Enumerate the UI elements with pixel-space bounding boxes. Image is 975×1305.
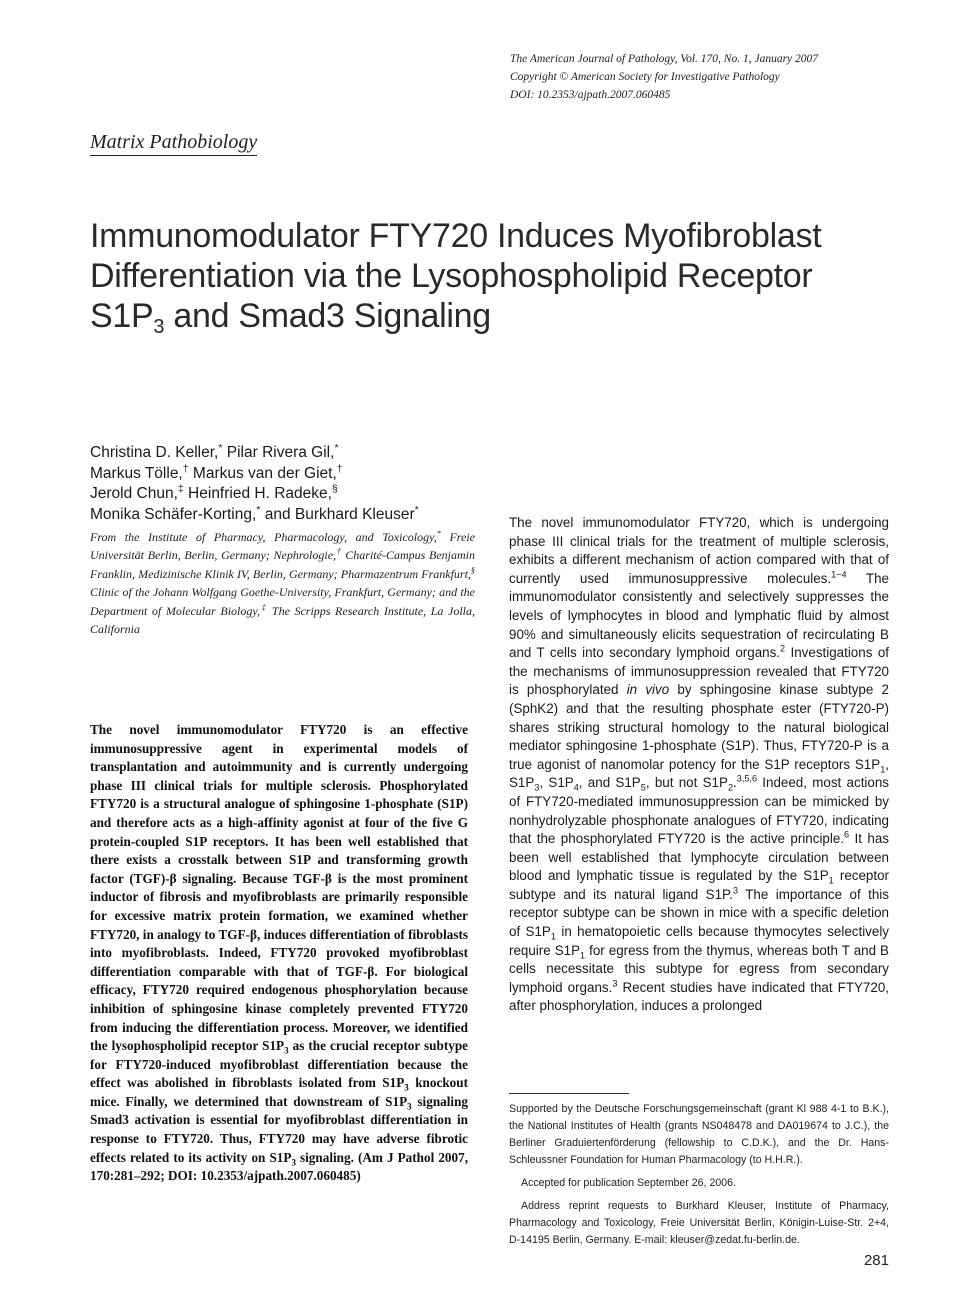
funding-note: Supported by the Deutsche Forschungsgemeinschaft (grant Kl 988 4-1 to B.K.), the National Institutes of Health (grants NS048478 and DA019674 to J.C.), the Berliner Graduiertenförderung (fellowship to C.D.K.), and the Dr. Hans-Schleussner Foundation for Human Pharmacology (to H.H.R.). [509, 1103, 889, 1166]
journal-copyright: Copyright © American Society for Investigative Pathology [510, 71, 780, 83]
author-name: Christina D. Keller, [90, 444, 219, 461]
author-list: Christina D. Keller,* Pilar Rivera Gil,* Markus Tölle,† Markus van der Giet,† Jerold Chun,‡ Heinfried H. Radeke,§ Monika Schäfer-Korting,* and Burkhard Kleuser* [90, 441, 419, 523]
author-name: Pilar Rivera Gil, [222, 444, 335, 461]
title-line-3b: and Smad3 Signaling [164, 297, 491, 335]
correspondence-note: Address reprint requests to Burkhard Kleuser, Institute of Pharmacy, Pharmacology and Toxicology, Freie Universität Berlin, Königin-Luise-Str. 2+4, D-14195 Berlin, Germany. E-mail: kleuser@zedat.fu-berlin.de. [509, 1200, 889, 1246]
journal-header [510, 50, 930, 104]
abstract-citation: (Am J Pathol 2007, 170:281–292; DOI: 10.2353/ajpath.2007.060485) [90, 1149, 468, 1184]
section-label: Matrix Pathobiology [90, 131, 257, 156]
title-line-2: Differentiation via the Lysophospholipid Receptor [90, 257, 813, 295]
footnote-divider [509, 1093, 629, 1094]
author-name: Markus Tölle, [90, 464, 183, 482]
journal-doi: DOI: 10.2353/ajpath.2007.060485 [510, 89, 671, 101]
journal-citation: The American Journal of Pathology, Vol. 170, No. 1, January 2007 [510, 53, 819, 65]
author-name: Markus van der Giet, [188, 464, 337, 482]
page-number: 281 [863, 1252, 889, 1269]
affiliations: From the Institute of Pharmacy, Pharmacology, and Toxicology,* Freie Universität Berlin, Berlin, Germany; Nephrologie,† Charité-Campus Benjamin Franklin, Medizinische Klinik IV, Berlin, Germany; Pharmazentrum Frankfurt,§ Clinic of the Johann Wolfgang Goethe-University, Frankfurt, Germany; and the Department of Molecular Biology,‡ The Scripps Research Institute, La Jolla, California [90, 529, 476, 637]
article-title [90, 216, 890, 336]
author-name: Jerold Chun, [90, 485, 178, 502]
footnotes [509, 1101, 889, 1249]
author-name: Monika Schäfer-Korting, [90, 505, 257, 523]
title-subscript: 3 [153, 316, 165, 338]
abstract: The novel immunomodulator FTY720 is an effective immunosuppressive agent in experimental models of transplantation and autoimmunity and is currently undergoing phase III clinical trials for multiple sclerosis. Phosphorylated FTY720 is a structural analogue of sphingosine 1-phosphate (S1P) and therefore acts as a high-affinity agonist at four of the five G protein-coupled S1P receptors. It has been well established that there exists a crosstalk between S1P and transforming growth factor (TGF)-β signaling. Because TGF-β is the most prominent inductor of fibrosis and myofibroblasts are primarily responsible for excessive matrix protein formation, we examined whether FTY720, in analogy to TGF-β, induces differentiation of fibroblasts into myofibroblasts. Indeed, FTY720 provoked myofibroblast differentiation comparable with that of TGF-β. For biological efficacy, FTY720 required endogenous phosphorylation because inhibition of sphingosine kinase completely prevented FTY720 from inducing the differentiation process. Moreover, we identified the lysophospholipid receptor $S1P_3$ as the crucial receptor subtype for FTY720-induced myofibroblast differentiation because the effect was abolished in fibroblasts isolated from $S1P_3$ knockout mice. Finally, we determined that downstream of $S1P_3$ signaling Smad3 activation is essential for myofibroblast differentiation in response to FTY720. Thus, FTY720 may have adverse fibrotic effects related to its activity on $S1P_3$ signaling. (Am J Pathol 2007, 170:281–292; DOI: 10.2353/ajpath.2007.060485) [90, 722, 469, 1184]
body-paragraph: The novel immunomodulator FTY720, which is undergoing phase III clinical trials for the treatment of multiple sclerosis, exhibits a different mechanism of action compared with that of currently used immunosuppressive molecules.$^{1-4}$ The immunomodulator consistently and selectively suppresses the levels of lymphocytes in blood and lymphatic fluid by almost 90% and simultaneously elicits sequestration of recirculating B and T cells into secondary lymphoid organs.$^2$ Investigations of the mechanisms of immunosuppression revealed that FTY720 is phosphorylated in vivo by sphingosine kinase subtype 2 (SphK2) and that the resulting phosphate ester (FTY720-P) shares striking structural homology to the natural biological mediator sphingosine 1-phosphate (S1P). Thus, FTY720-P is a true agonist of nanomolar potency for the S1P receptors $S1P_1$, $S1P_3$, $S1P_4$, and $S1P_5$, but not $S1P_2.^{3,5,6}$ Indeed, most actions of FTY720-mediated immunosuppression can be mimicked by nonhydrolyzable phosphonate analogues of FTY720, indicating that the phosphorylated FTY720 is the active principle.$^6$ It has been well established that lymphocyte circulation between blood and lymphatic tissue is regulated by the $S1P_1$ receptor subtype and its natural ligand S1P.$^3$ The importance of this receptor subtype can be shown in mice with a specific deletion of $S1P_1$ in hematopoietic cells because thymocytes selectively require $S1P_1$ for egress from the thymus, whereas both T and B cells necessitate this subtype for egress from secondary lymphoid organs.$^3$ Recent studies have indicated that FTY720, after phosphorylation, induces a prolonged [509, 515, 890, 1014]
accepted-note: Accepted for publication September 26, 2006. [521, 1177, 736, 1189]
title-line-1: Immunomodulator FTY720 Induces Myofibroblast [90, 217, 822, 255]
author-name: and Burkhard Kleuser [260, 505, 415, 523]
title-line-3a: S1P [90, 297, 154, 335]
author-name: Heinfried H. Radeke, [183, 485, 332, 502]
